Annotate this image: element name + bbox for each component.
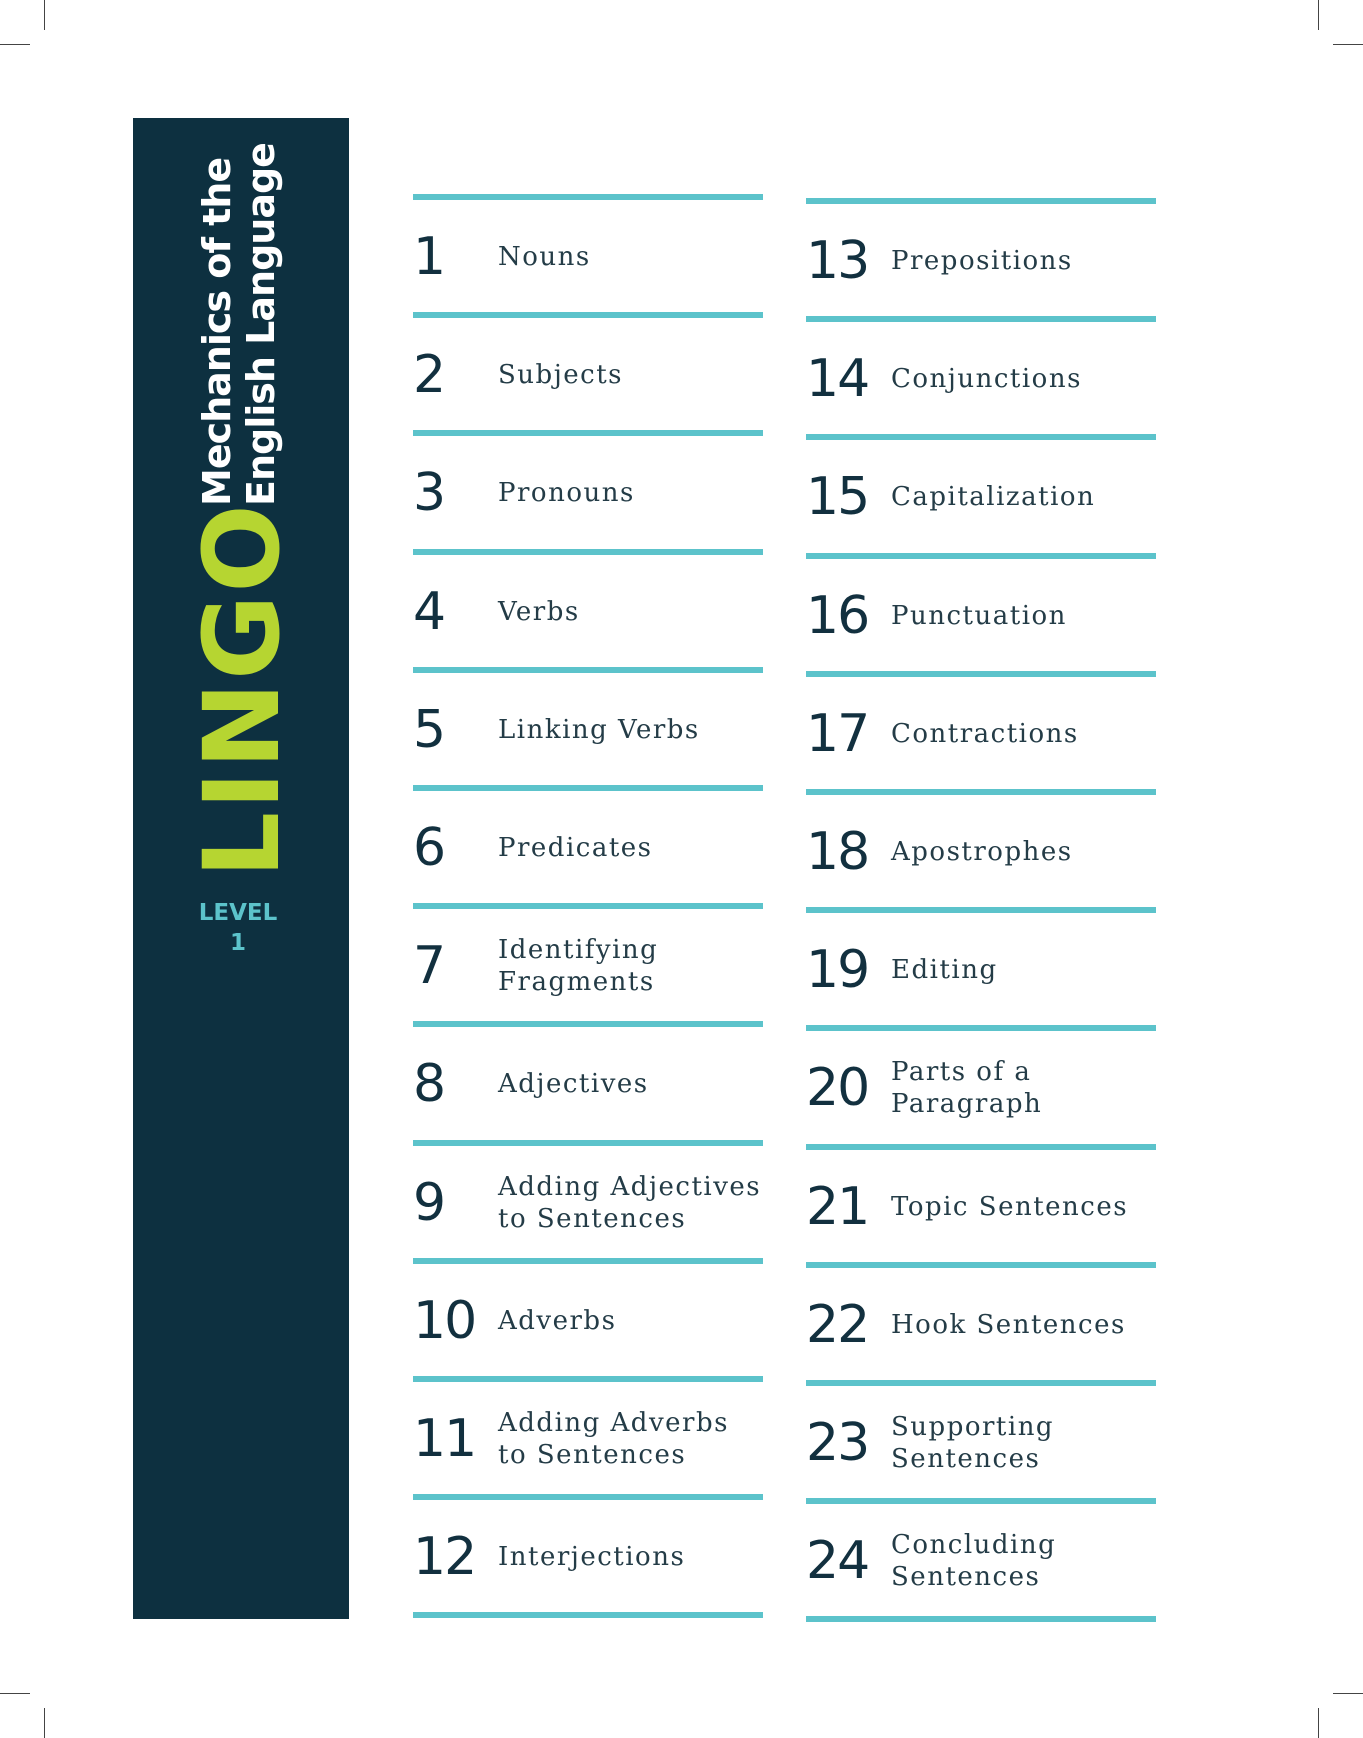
lesson-title: Adding Adverbs to Sentences: [498, 1407, 729, 1470]
level-number: 1: [229, 930, 246, 956]
lesson-title: Interjections: [498, 1541, 686, 1572]
lesson-title: Capitalization: [891, 481, 1096, 512]
lesson-item: [806, 677, 1156, 790]
lesson-number: 22: [806, 1294, 869, 1355]
lesson-item: [806, 1031, 1156, 1144]
lesson-number: 17: [806, 703, 869, 764]
lesson-number: 10: [413, 1290, 476, 1351]
lesson-number: 3: [413, 462, 445, 523]
crop-mark: [0, 44, 30, 45]
lesson-number: 11: [413, 1408, 476, 1469]
subtitle-line-2: English Language: [239, 143, 283, 506]
lesson-number: 18: [806, 821, 869, 882]
level-badge: [190, 898, 286, 958]
lesson-title: Conjunctions: [891, 363, 1082, 394]
lesson-item: [806, 1504, 1156, 1617]
lesson-number: 23: [806, 1412, 869, 1473]
lesson-title: Linking Verbs: [498, 714, 700, 745]
lesson-title: Editing: [891, 954, 998, 985]
lesson-number: 5: [413, 699, 445, 760]
lesson-item: [806, 204, 1156, 317]
lesson-item: [413, 673, 763, 786]
book-subtitle: [195, 143, 283, 506]
lesson-item: [413, 436, 763, 549]
lesson-item: [413, 791, 763, 904]
lesson-item: [806, 1386, 1156, 1499]
lesson-title: Parts of a Paragraph: [891, 1056, 1043, 1119]
brand-logo: LINGO: [181, 502, 303, 878]
lesson-title: Contractions: [891, 718, 1079, 749]
level-word: LEVEL: [198, 900, 278, 926]
lesson-item: [806, 322, 1156, 435]
crop-mark: [1318, 1708, 1319, 1738]
lesson-number: 9: [413, 1172, 445, 1233]
lesson-item: [413, 1382, 763, 1495]
crop-mark: [44, 0, 45, 30]
lesson-item: [413, 1027, 763, 1140]
lesson-number: 20: [806, 1057, 869, 1118]
crop-mark: [1333, 1693, 1363, 1694]
lesson-item: [413, 909, 763, 1022]
lesson-item: [413, 555, 763, 668]
lesson-title: Pronouns: [498, 477, 635, 508]
crop-mark: [1333, 44, 1363, 45]
lesson-title: Adding Adjectives to Sentences: [498, 1171, 762, 1234]
lesson-item: [806, 913, 1156, 1026]
lesson-item: [413, 318, 763, 431]
lesson-item: [413, 1500, 763, 1613]
lesson-title: Supporting Sentences: [891, 1411, 1055, 1474]
lesson-title: Subjects: [498, 359, 624, 390]
lesson-number: 7: [413, 935, 445, 996]
lesson-title: Predicates: [498, 832, 653, 863]
lesson-number: 12: [413, 1526, 476, 1587]
lesson-number: 14: [806, 348, 869, 409]
lesson-title: Punctuation: [891, 600, 1067, 631]
lesson-title: Concluding Sentences: [891, 1529, 1057, 1592]
lesson-number: 6: [413, 817, 445, 878]
lesson-number: 15: [806, 466, 869, 527]
lesson-number: 13: [806, 230, 869, 291]
lesson-item: [806, 440, 1156, 553]
lesson-item: [413, 1146, 763, 1259]
lesson-item: [806, 1150, 1156, 1263]
lesson-item: [413, 200, 763, 313]
lesson-number: 19: [806, 939, 869, 1000]
lesson-title: Nouns: [498, 241, 591, 272]
lesson-number: 2: [413, 344, 445, 405]
crop-mark: [1318, 0, 1319, 30]
subtitle-line-1: Mechanics of the: [195, 157, 239, 506]
lesson-number: 4: [413, 581, 445, 642]
lesson-title: Adjectives: [498, 1068, 649, 1099]
lesson-title: Adverbs: [498, 1305, 617, 1336]
lesson-number: 1: [413, 226, 445, 287]
lesson-title: Prepositions: [891, 245, 1073, 276]
lesson-title: Apostrophes: [891, 836, 1073, 867]
lesson-title: Topic Sentences: [891, 1191, 1129, 1222]
lesson-number: 8: [413, 1053, 445, 1114]
lesson-item: [806, 1268, 1156, 1381]
lesson-title: Identifying Fragments: [498, 934, 659, 997]
crop-mark: [44, 1708, 45, 1738]
lesson-title: Verbs: [498, 596, 580, 627]
lesson-number: 21: [806, 1176, 869, 1237]
lesson-item: [806, 559, 1156, 672]
lesson-number: 16: [806, 585, 869, 646]
crop-mark: [0, 1693, 30, 1694]
lesson-number: 24: [806, 1530, 869, 1591]
lesson-item: [806, 795, 1156, 908]
lesson-title: Hook Sentences: [891, 1309, 1126, 1340]
lesson-item: [413, 1264, 763, 1377]
